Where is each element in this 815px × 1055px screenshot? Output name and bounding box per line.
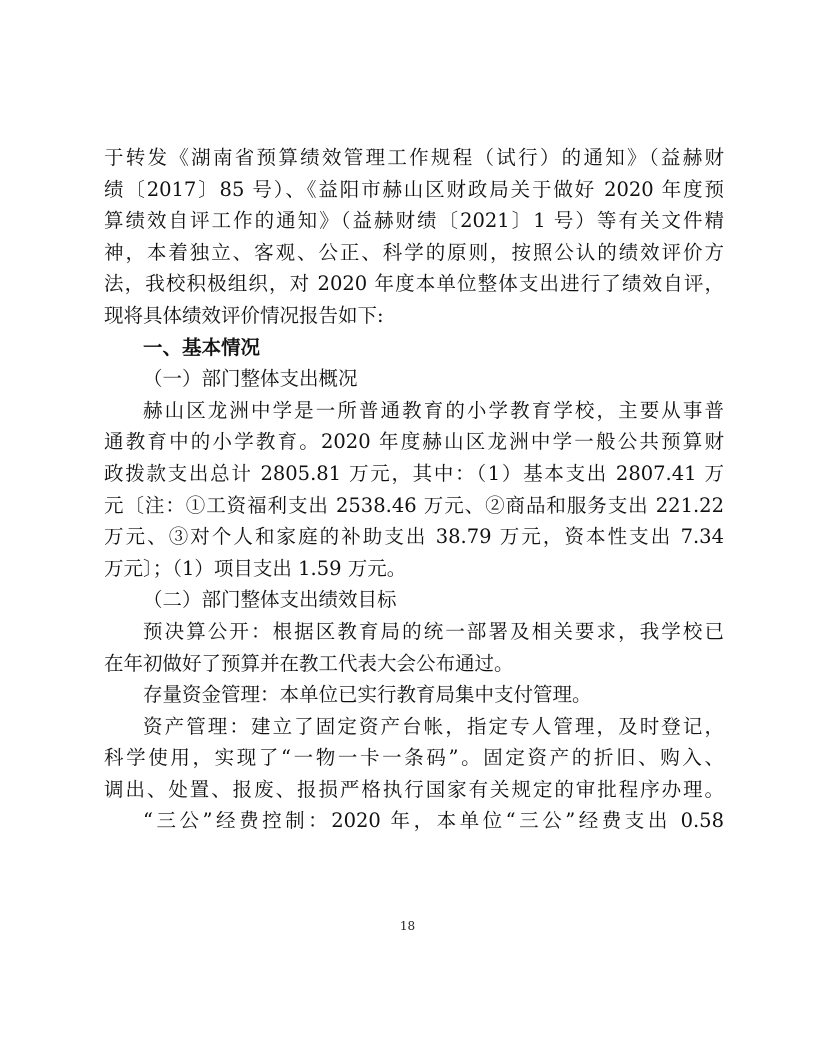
text-line: 调出、处置、报废、报损严格执行国家有关规定的审批程序办理。 (104, 777, 724, 801)
page-number: 18 (399, 919, 416, 933)
subsection-heading: （二）部门整体支出绩效目标 (143, 588, 397, 612)
text-line: 通教育中的小学教育。2020 年度赫山区龙洲中学一般公共预算财 (104, 430, 724, 454)
subsection-heading: （一）部门整体支出概况 (143, 367, 358, 391)
text-line: 绩〔2017〕85 号）、《益阳市赫山区财政局关于做好 2020 年度预 (104, 177, 724, 201)
text-line: 存量资金管理：本单位已实行教育局集中支付管理。 (143, 683, 592, 707)
text-line: 神，本着独立、客观、公正、科学的原则，按照公认的绩效评价方 (104, 240, 724, 264)
text-line: 元〔注：①工资福利支出 2538.46 万元、②商品和服务支出 221.22 (104, 493, 724, 517)
text-line: 政拨款支出总计 2805.81 万元，其中：（1）基本支出 2807.41 万 (104, 461, 724, 485)
body-text (104, 142, 724, 837)
text-line: 算绩效自评工作的通知》（益赫财绩〔2021〕1 号）等有关文件精 (104, 209, 724, 233)
text-line: 法，我校积极组织，对 2020 年度本单位整体支出进行了绩效自评， (104, 272, 724, 296)
text-line: 赫山区龙洲中学是一所普通教育的小学教育学校，主要从事普 (143, 398, 724, 422)
text-line: 现将具体绩效评价情况报告如下: (104, 303, 384, 327)
text-line: 万元、③对个人和家庭的补助支出 38.79 万元，资本性支出 7.34 (104, 525, 724, 549)
section-heading: 一、基本情况 (143, 335, 261, 359)
text-line: 资产管理：建立了固定资产台帐，指定专人管理，及时登记， (143, 714, 724, 738)
text-line: 科学使用，实现了“一物一卡一条码”。固定资产的折旧、购入、 (104, 746, 724, 770)
text-line: 于转发《湖南省预算绩效管理工作规程（试行）的通知》（益赫财 (104, 146, 724, 169)
text-line: 万元〕；（1）项目支出 1.59 万元。 (104, 556, 407, 580)
text-line: 在年初做好了预算并在教工代表大会公布通过。 (104, 651, 514, 675)
text-line: “三公”经费控制：2020 年，本单位“三公”经费支出 0.58 (143, 809, 724, 833)
text-line: 预决算公开：根据区教育局的统一部署及相关要求，我学校已 (143, 619, 724, 643)
